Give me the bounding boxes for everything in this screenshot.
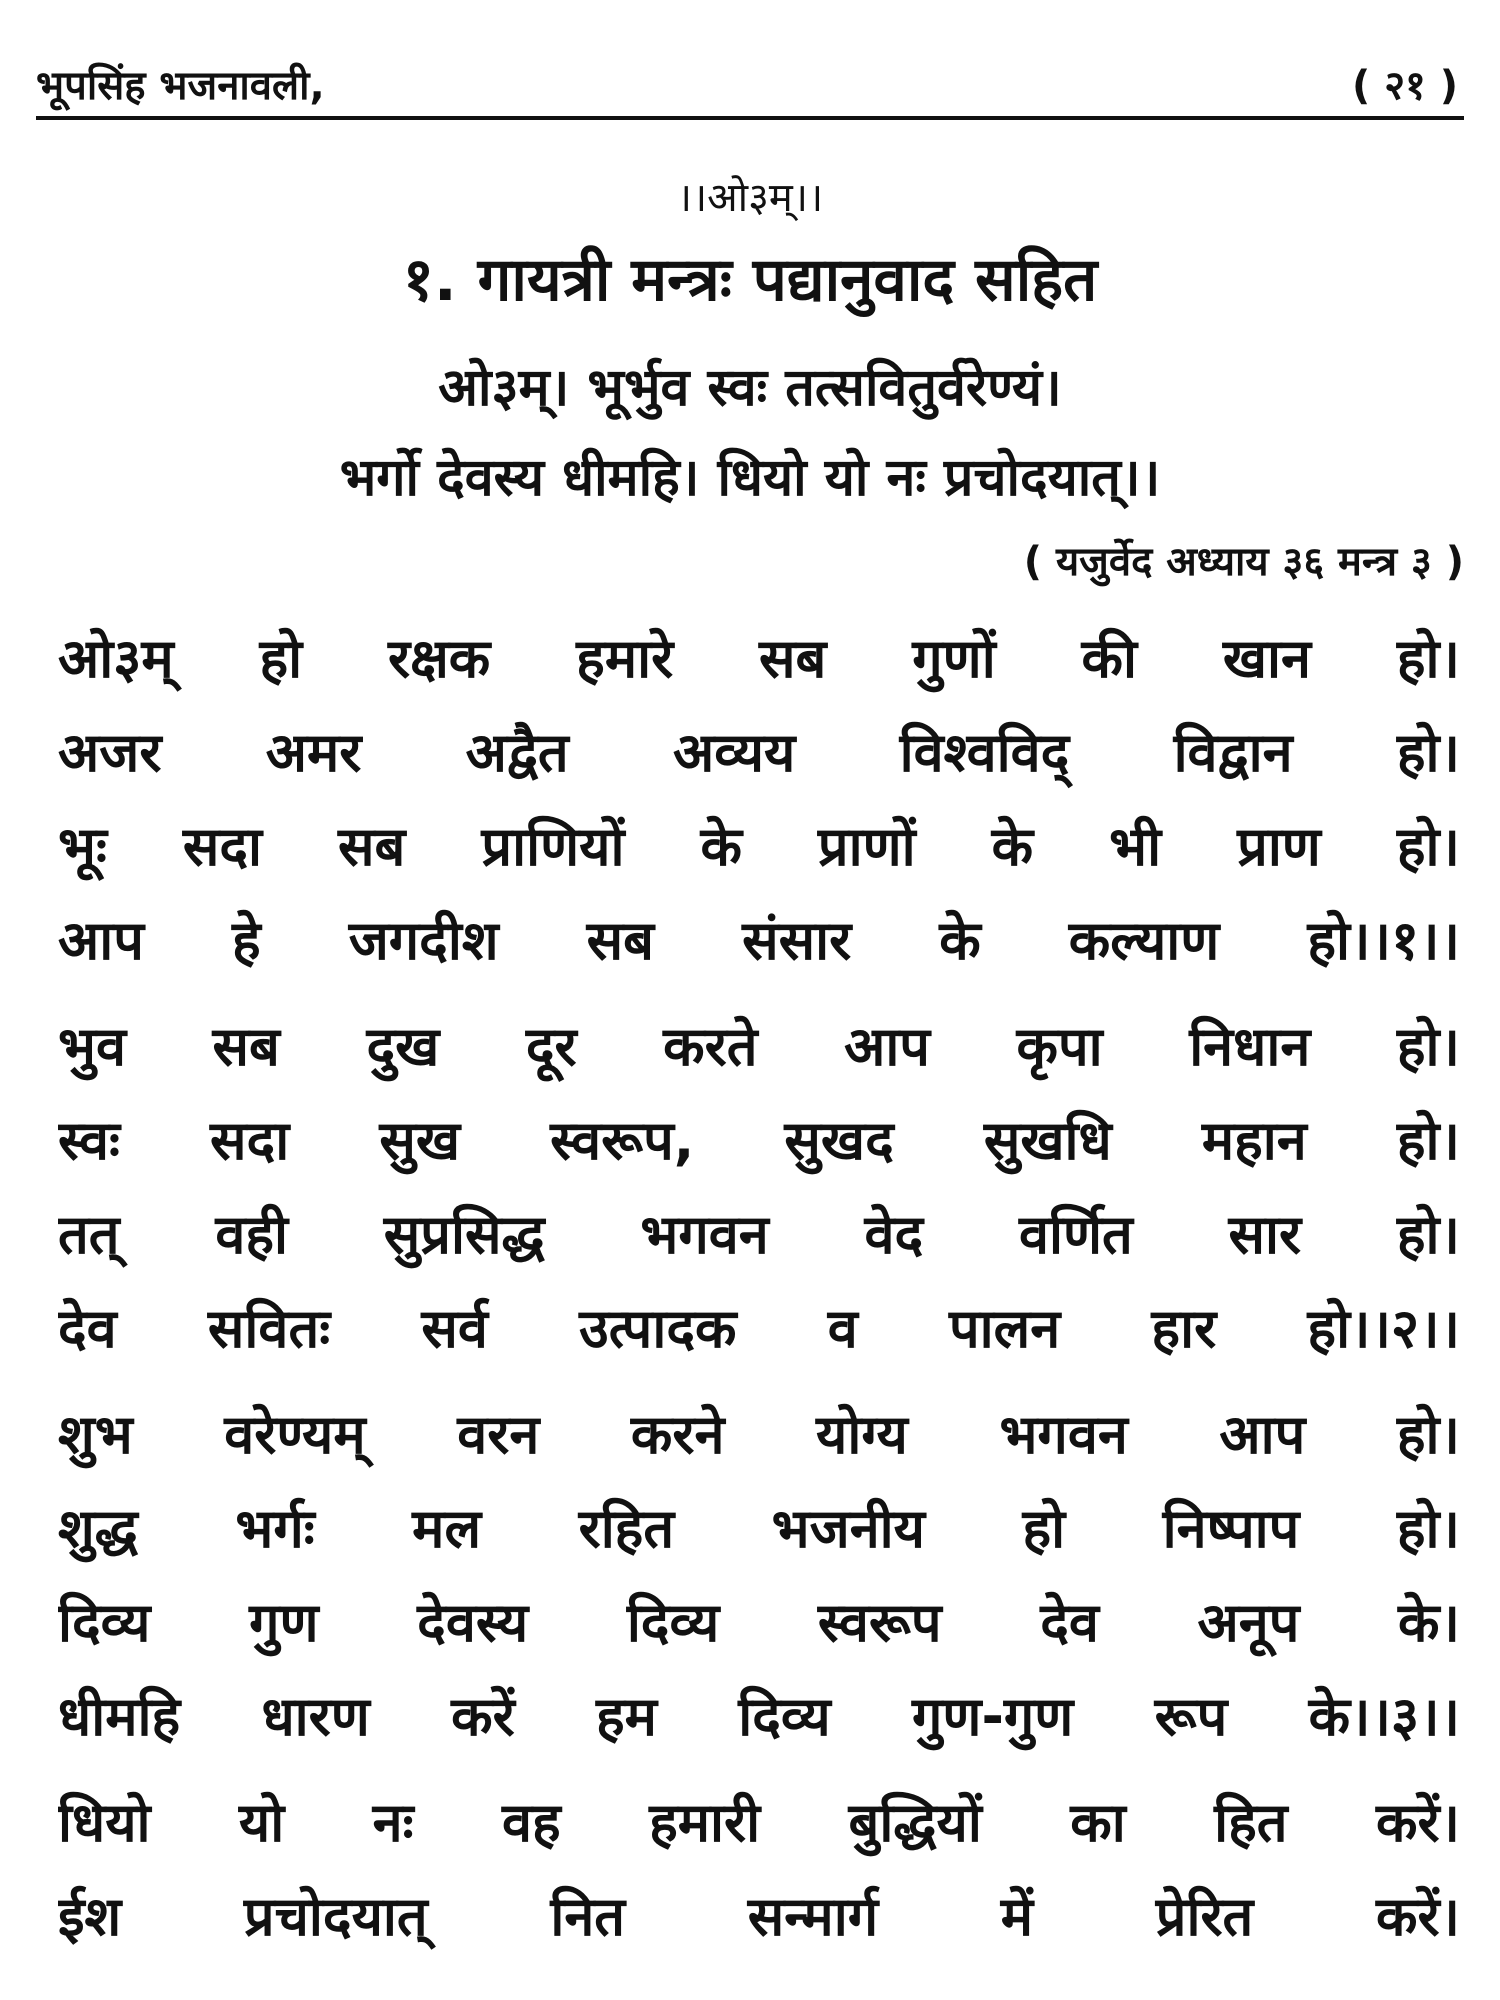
stanza-2 (58, 1000, 1460, 1376)
verse-line: भुव सब दुख दूर करते आप कृपा निधान हो। (58, 1015, 1460, 1078)
verse-line: ओ३म् हो रक्षक हमारे सब गुणों की खान हो। (58, 627, 1460, 690)
verse-line: अजर अमर अद्वैत अव्यय विश्वविद् विद्वान हो। (58, 721, 1460, 784)
verse-line: देव सवितः सर्व उत्पादक व पालन हार हो।।२।। (58, 1297, 1460, 1360)
section-title: १. गायत्री मन्त्रः पद्यानुवाद सहित (402, 245, 1098, 315)
stanza-3 (58, 1388, 1460, 1764)
book-title: भूपसिंह भजनावली, (36, 63, 325, 109)
verse-line: आप हे जगदीश सब संसार के कल्याण हो।।१।। (58, 909, 1460, 972)
page-number: ( २१ ) (1351, 63, 1458, 109)
mantra-line-2: भर्गो देवस्य धीमहि। धियो यो नः प्रचोदयात्।। (339, 448, 1161, 508)
verse-line: शुभ वरेण्यम् वरन करने योग्य भगवन आप हो। (58, 1403, 1460, 1466)
verse-translation (58, 612, 1460, 1976)
verse-line: तत् वही सुप्रसिद्ध भगवन वेद वर्णित सार हो। (58, 1203, 1460, 1266)
verse-line: दिव्य गुण देवस्य दिव्य स्वरूप देव अनूप के। (58, 1591, 1460, 1654)
verse-line: भूः सदा सब प्राणियों के प्राणों के भी प्राण हो। (58, 815, 1460, 878)
stanza-1 (58, 612, 1460, 988)
scripture-reference: ( यजुर्वेद अध्याय ३६ मन्त्र ३ ) (1023, 539, 1464, 585)
verse-line: स्वः सदा सुख स्वरूप, सुखद सुखधि महान हो। (58, 1109, 1460, 1172)
invocation: ।।ओ३म्।। (676, 175, 824, 221)
verse-line: शुद्ध भर्गः मल रहित भजनीय हो निष्पाप हो। (58, 1497, 1460, 1560)
verse-line: धियो यो नः वह हमारी बुद्धियों का हित करें। (58, 1791, 1460, 1854)
running-header (36, 52, 1464, 120)
mantra-line-1: ओ३म्। भूर्भुव स्वः तत्सवितुर्वरेण्यं। (438, 358, 1062, 418)
stanza-4 (58, 1776, 1460, 1964)
verse-line: धीमहि धारण करें हम दिव्य गुण-गुण रूप के।।३।। (58, 1685, 1460, 1748)
verse-line: ईश प्रचोदयात् नित सन्मार्ग में प्रेरित करें। (58, 1885, 1460, 1948)
